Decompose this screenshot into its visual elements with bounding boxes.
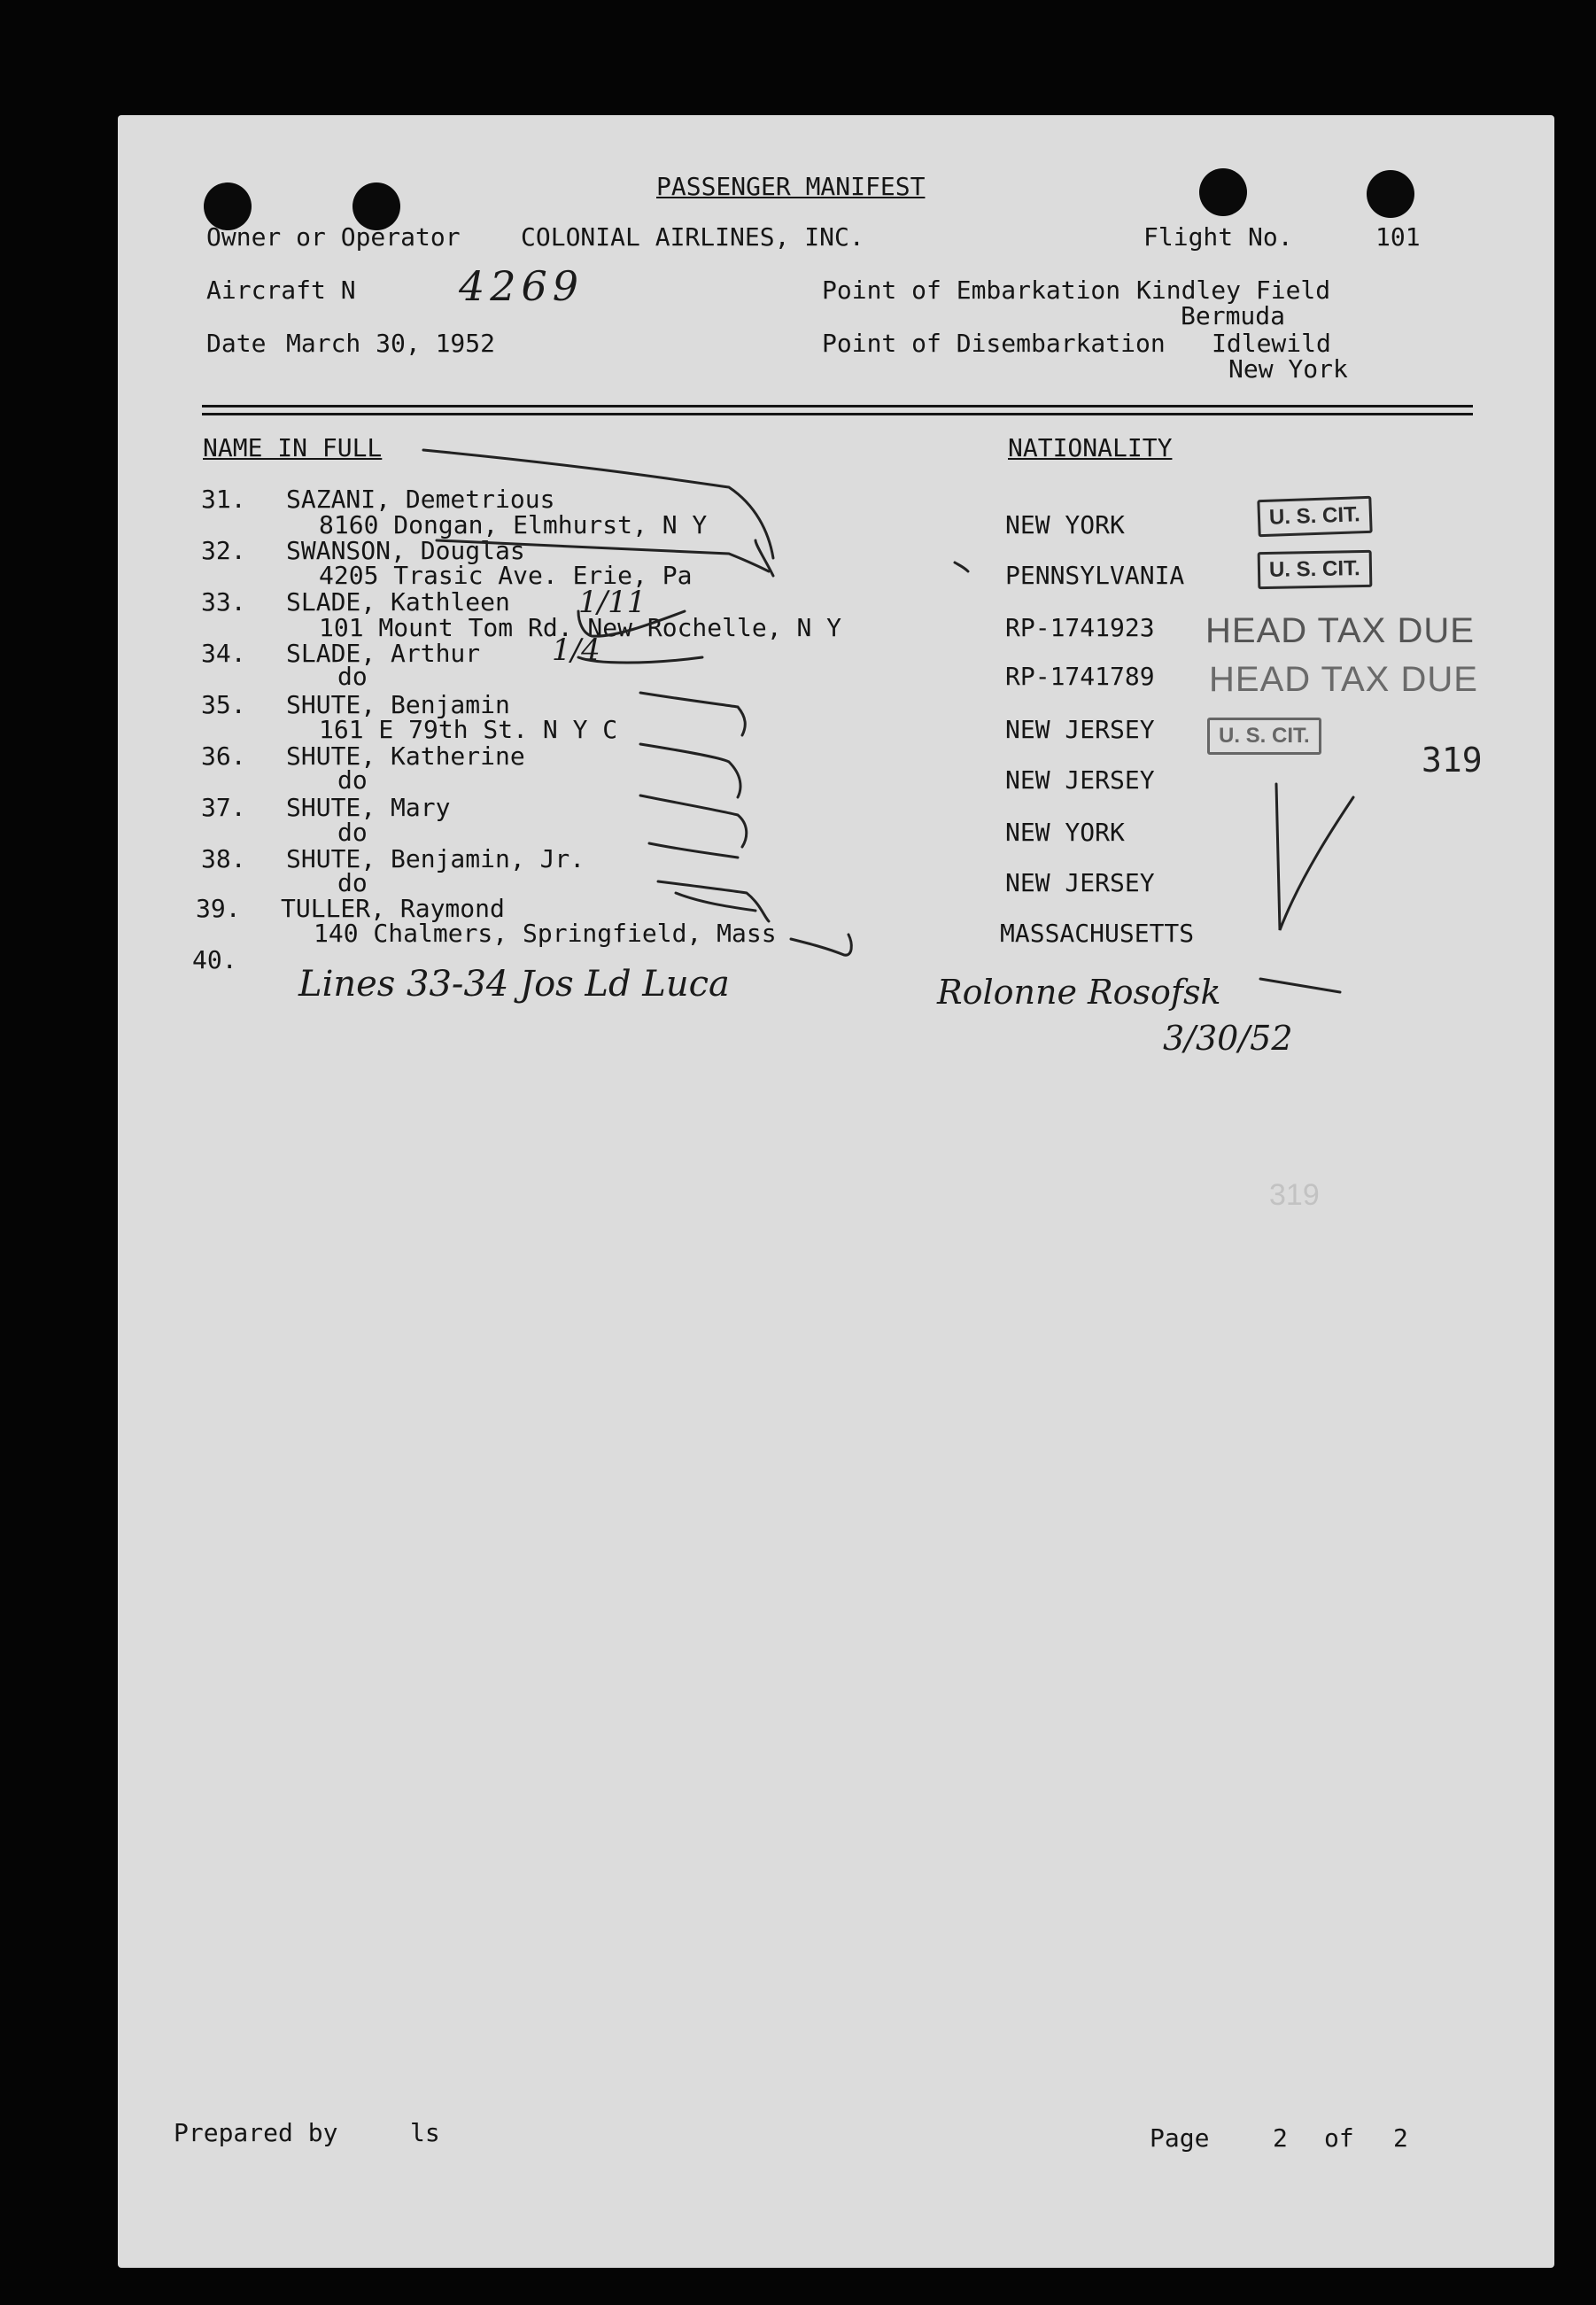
- embark-value-2: Bermuda: [1181, 301, 1286, 330]
- passenger-address: 8160 Dongan, Elmhurst, N Y: [319, 510, 708, 539]
- passenger-name: TULLER, Raymond: [281, 894, 505, 923]
- passenger-address: 161 E 79th St. N Y C: [319, 715, 618, 744]
- page-total: 2: [1393, 2123, 1408, 2153]
- prepared-by-value: ls: [410, 2118, 440, 2147]
- ghost-page-number: 319: [1269, 1178, 1320, 1212]
- page-label: Page: [1150, 2123, 1210, 2153]
- passenger-address: 101 Mount Tom Rd. New Rochelle, N Y: [319, 613, 842, 642]
- passenger-nationality: NEW YORK: [1005, 818, 1125, 847]
- passenger-nationality: NEW JERSEY: [1005, 715, 1155, 744]
- disembark-value-2: New York: [1228, 354, 1348, 384]
- us-citizen-stamp: U. S. CIT.: [1207, 718, 1321, 755]
- row-number: 36.: [201, 741, 246, 771]
- row-number: 38.: [201, 844, 246, 873]
- aircraft-value: 4269: [459, 262, 585, 310]
- page-of: of: [1324, 2123, 1354, 2153]
- row-number: 33.: [201, 587, 246, 617]
- handwritten-lines-note: Lines 33-34 Jos Ld Luca: [298, 964, 730, 1005]
- owner-label: Owner or Operator: [206, 222, 461, 252]
- owner-value: COLONIAL AIRLINES, INC.: [521, 222, 864, 252]
- head-tax-due-stamp: HEAD TAX DUE: [1205, 611, 1475, 650]
- passenger-nationality: NEW JERSEY: [1005, 868, 1155, 897]
- us-citizen-stamp: U. S. CIT.: [1258, 550, 1372, 589]
- handwritten-signature-date: 3/30/52: [1163, 1019, 1293, 1058]
- date-label: Date: [206, 329, 267, 358]
- passenger-name: SHUTE, Benjamin: [286, 690, 510, 719]
- page-current: 2: [1273, 2123, 1288, 2153]
- manifest-page: [118, 115, 1554, 2268]
- pen-check-marks: [118, 115, 1554, 2268]
- prepared-by-label: Prepared by: [174, 2118, 338, 2147]
- passenger-name: SLADE, Kathleen: [286, 587, 510, 617]
- passenger-nationality: RP-1741789: [1005, 662, 1155, 691]
- row-number: 32.: [201, 536, 246, 565]
- passenger-address: do: [337, 662, 368, 691]
- passenger-nationality: RP-1741923: [1005, 613, 1155, 642]
- handwritten-signature: Rolonne Rosofsk: [937, 973, 1221, 1012]
- passenger-address: 4205 Trasic Ave. Erie, Pa: [319, 561, 693, 590]
- handwritten-slade-mark: 1/4: [552, 633, 600, 668]
- date-value: March 30, 1952: [286, 329, 496, 358]
- passenger-address: do: [337, 818, 368, 847]
- passenger-name: SHUTE, Mary: [286, 793, 451, 822]
- embark-value-1: Kindley Field: [1136, 276, 1331, 305]
- row-number: 39.: [196, 894, 241, 923]
- passenger-name: SHUTE, Katherine: [286, 741, 525, 771]
- row-number: 37.: [201, 793, 246, 822]
- row-number: 40.: [192, 945, 237, 974]
- page-title: PASSENGER MANIFEST: [656, 172, 926, 201]
- embark-label: Point of Embarkation: [822, 276, 1121, 305]
- flight-value: 101: [1375, 222, 1421, 252]
- handwritten-slade-mark: 1/11: [578, 585, 647, 620]
- aircraft-label: Aircraft N: [206, 276, 356, 305]
- column-header-nationality: NATIONALITY: [1008, 433, 1173, 462]
- passenger-name: SWANSON, Douglas: [286, 536, 525, 565]
- disembark-value-1: Idlewild: [1212, 329, 1331, 358]
- row-number: 35.: [201, 690, 246, 719]
- flight-label: Flight No.: [1143, 222, 1293, 252]
- passenger-name: SHUTE, Benjamin, Jr.: [286, 844, 585, 873]
- row-number: 34.: [201, 639, 246, 668]
- passenger-address: do: [337, 868, 368, 897]
- passenger-nationality: MASSACHUSETTS: [1000, 919, 1195, 948]
- passenger-address: 140 Chalmers, Springfield, Mass: [314, 919, 777, 948]
- head-tax-due-stamp: HEAD TAX DUE: [1209, 660, 1478, 699]
- passenger-nationality: NEW JERSEY: [1005, 765, 1155, 795]
- passenger-nationality: NEW YORK: [1005, 510, 1125, 539]
- row-number: 31.: [201, 485, 246, 514]
- passenger-nationality: PENNSYLVANIA: [1005, 561, 1185, 590]
- column-header-name: NAME IN FULL: [203, 433, 383, 462]
- passenger-address: do: [337, 765, 368, 795]
- us-citizen-stamp: U. S. CIT.: [1257, 496, 1372, 537]
- page-number-stamp: 319: [1422, 741, 1483, 780]
- passenger-name: SAZANI, Demetrious: [286, 485, 555, 514]
- passenger-name: SLADE, Arthur: [286, 639, 481, 668]
- disembark-label: Point of Disembarkation: [822, 329, 1166, 358]
